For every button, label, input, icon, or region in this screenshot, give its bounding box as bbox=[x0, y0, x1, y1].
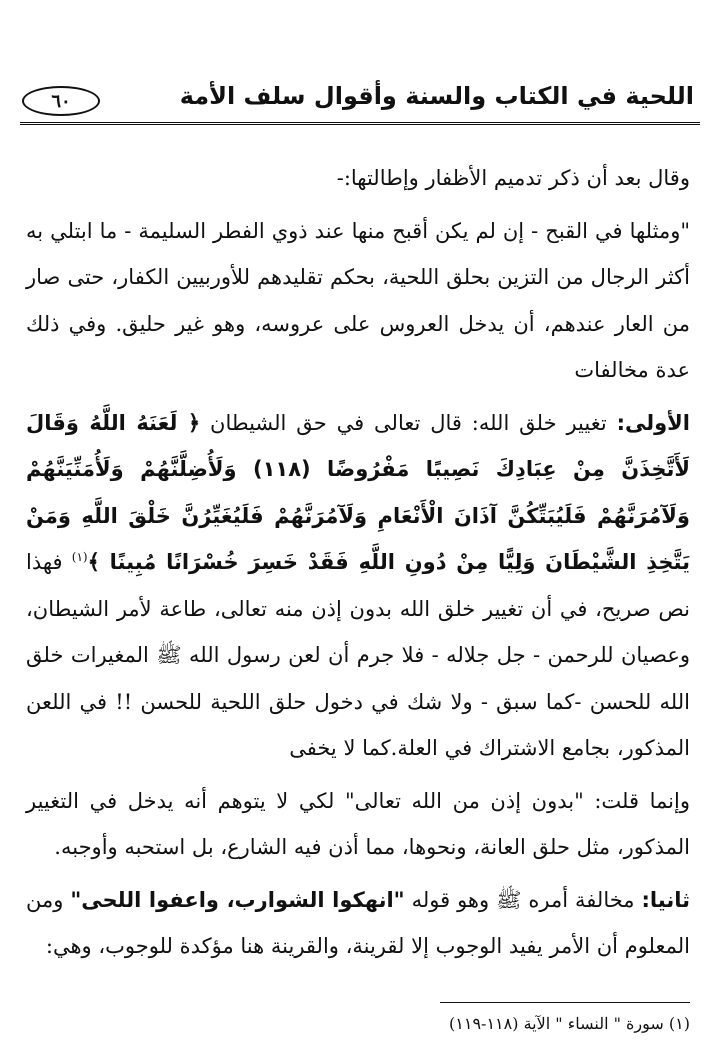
page-header bbox=[20, 80, 700, 125]
second-explanation: ومن المعلوم أن الأمر يفيد الوجوب إلا لقرينة، والقرينة هنا مؤكدة للوجوب، وهي: bbox=[26, 887, 690, 958]
first-explanation: فهذا نص صريح، في أن تغيير خلق الله بدون إذن منه تعالى، طاعة لأمر الشيطان، وعصيان للرحمن - جل جلاله - فلا جرم أن لعن رسول الله ﷺ المغيرات خلق الله للحسن -كما سبق - ولا شك في دخول حلق اللحية للحسن !! في اللعن المذكور، بجامع الاشتراك في العلة.كما لا يخفى bbox=[26, 550, 690, 760]
footnote: (١) سورة " النساء " الآية (١١٨-١١٩) bbox=[449, 1014, 690, 1033]
page-title: اللحية في الكتاب والسنة وأقوال سلف الأمة bbox=[179, 82, 694, 110]
second-label: ثانيا: bbox=[641, 887, 691, 912]
quran-verse: ﴿ لَعَنَهُ اللَّهُ وَقَالَ لَأَتَّخِذَنَّ مِنْ عِبَادِكَ نَصِيبًا مَفْرُوضًا (١١٨) وَلَأُضِلَّنَّهُمْ وَلَأُمَنِّيَنَّهُمْ وَلَآمُرَنَّهُمْ فَلَيُبَتِّكُنَّ آذَانَ الْأَنْعَامِ وَلَآمُرَنَّهُمْ فَلَيُغَيِّرُنَّ خَلْقَ اللَّهِ وَمَنْ يَتَّخِذِ الشَّيْطَانَ وَلِيًّا مِنْ دُونِ اللَّهِ فَقَدْ خَسِرَ خُسْرَانًا مُبِينًا ﴾ bbox=[26, 410, 691, 574]
paragraph-quote: "ومثلها في القبح - إن لم يكن أقبح منها عند ذوي الفطر السليمة - ما ابتلي به أكثر الرجال من التزين بحلق اللحية، بحكم تقليدهم للأوربيين الكفار، حتى صار من العار عندهم، أن يدخل العروس على عروسه، وهو غير حليق. وفي ذلك عدة مخالفات bbox=[26, 218, 690, 382]
paragraph-second-violation bbox=[26, 877, 690, 970]
paragraph-first-violation bbox=[26, 400, 690, 772]
first-label: الأولى: bbox=[616, 410, 690, 435]
paragraph-clarification: وإنما قلت: "بدون إذن من الله تعالى" لكي لا يتوهم أنه يدخل في التغيير المذكور، مثل حلق العانة، ونحوها، مما أذن فيه الشارع، بل استحبه وأوجبه. bbox=[26, 788, 690, 859]
second-intro-text: مخالفة أمره ﷺ وهو قوله bbox=[404, 887, 642, 912]
paragraph-intro: وقال بعد أن ذكر تدميم الأظفار وإطالتها:- bbox=[336, 166, 690, 190]
first-intro-text: تغيير خلق الله: قال تعالى في حق الشيطان bbox=[200, 410, 617, 435]
page-number: ٦٠ bbox=[22, 86, 100, 116]
hadith-quote: "انهكوا الشوارب، واعفوا اللحى" bbox=[70, 887, 405, 912]
page-body bbox=[26, 155, 690, 970]
footnote-ref: (١) bbox=[71, 550, 88, 564]
footnote-divider bbox=[440, 1002, 690, 1003]
